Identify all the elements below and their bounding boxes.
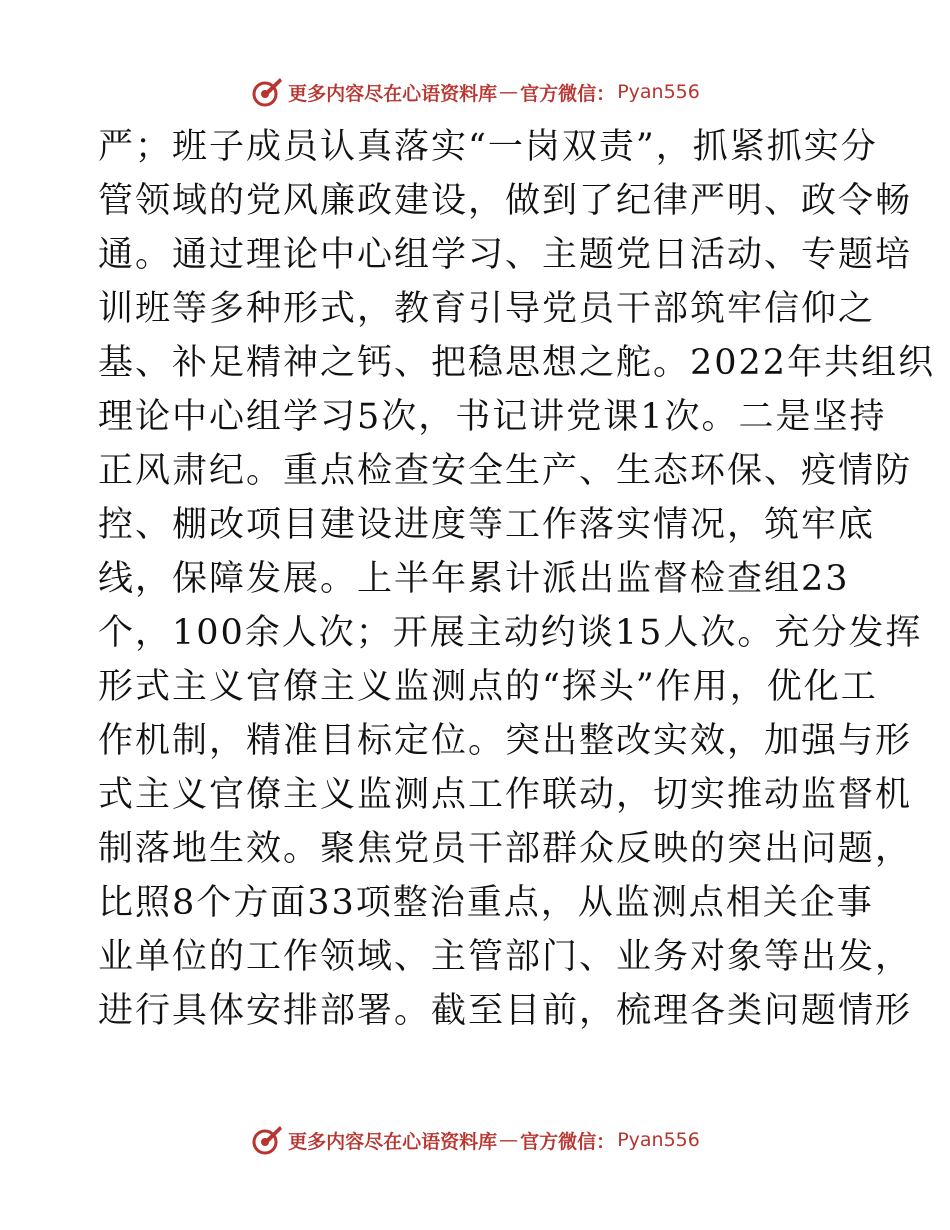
- text-line: 比照8个方面33项整治重点，从监测点相关企事: [98, 883, 874, 923]
- text-line: 正风肃纪。重点检查安全生产、生态环保、疫情防: [98, 451, 913, 491]
- text-line: 个，100余人次；开展主动约谈15人次。充分发挥: [98, 613, 923, 653]
- text-line: 训班等多种形式，教育引导党员干部筑牢信仰之: [98, 289, 876, 329]
- text-line: 基、补足精神之钙、把稳思想之舵。2022年共组织: [98, 343, 936, 383]
- watermark-site: 更多内容尽在心语资料库: [288, 82, 498, 105]
- text-line: 理论中心组学习5次，书记讲党课1次。二是坚持: [98, 397, 887, 437]
- text-line: 管领域的党风廉政建设，做到了纪律严明、政令畅: [98, 181, 913, 221]
- quill-seal-icon: [250, 75, 284, 109]
- text-line: 制落地生效。聚焦党员干部群众反映的突出问题，: [98, 829, 913, 869]
- text-line: 控、棚改项目建设进度等工作落实情况，筑牢底: [98, 505, 876, 545]
- watermark-dash: —: [499, 81, 519, 103]
- watermark-label: 官方微信：: [520, 82, 616, 105]
- text-line: 严；班子成员认真落实“一岗双责”，抓紧抓实分: [98, 127, 878, 167]
- text-line: 通。通过理论中心组学习、主题党日活动、专题培: [98, 235, 913, 275]
- text-line: 线，保障发展。上半年累计派出监督检查组23: [98, 559, 850, 599]
- watermark-footer: [0, 1120, 950, 1160]
- watermark-site: 更多内容尽在心语资料库: [288, 1130, 498, 1153]
- watermark-id: Pyan556: [617, 1129, 700, 1151]
- quill-seal-icon: [250, 1123, 284, 1157]
- text-line: 业单位的工作领域、主管部门、业务对象等出发，: [98, 937, 913, 977]
- text-line: 作机制，精准目标定位。突出整改实效，加强与形: [98, 721, 913, 761]
- document-body: [98, 120, 936, 1038]
- text-line: 形式主义官僚主义监测点的“探头”作用，优化工: [98, 667, 878, 707]
- text-line: 进行具体安排部署。截至目前，梳理各类问题情形: [98, 991, 913, 1031]
- text-line: 式主义官僚主义监测点工作联动，切实推动监督机: [98, 775, 913, 815]
- watermark-header: [0, 72, 950, 112]
- watermark-label: 官方微信：: [520, 1130, 616, 1153]
- watermark-dash: —: [499, 1129, 519, 1151]
- watermark-id: Pyan556: [617, 81, 700, 103]
